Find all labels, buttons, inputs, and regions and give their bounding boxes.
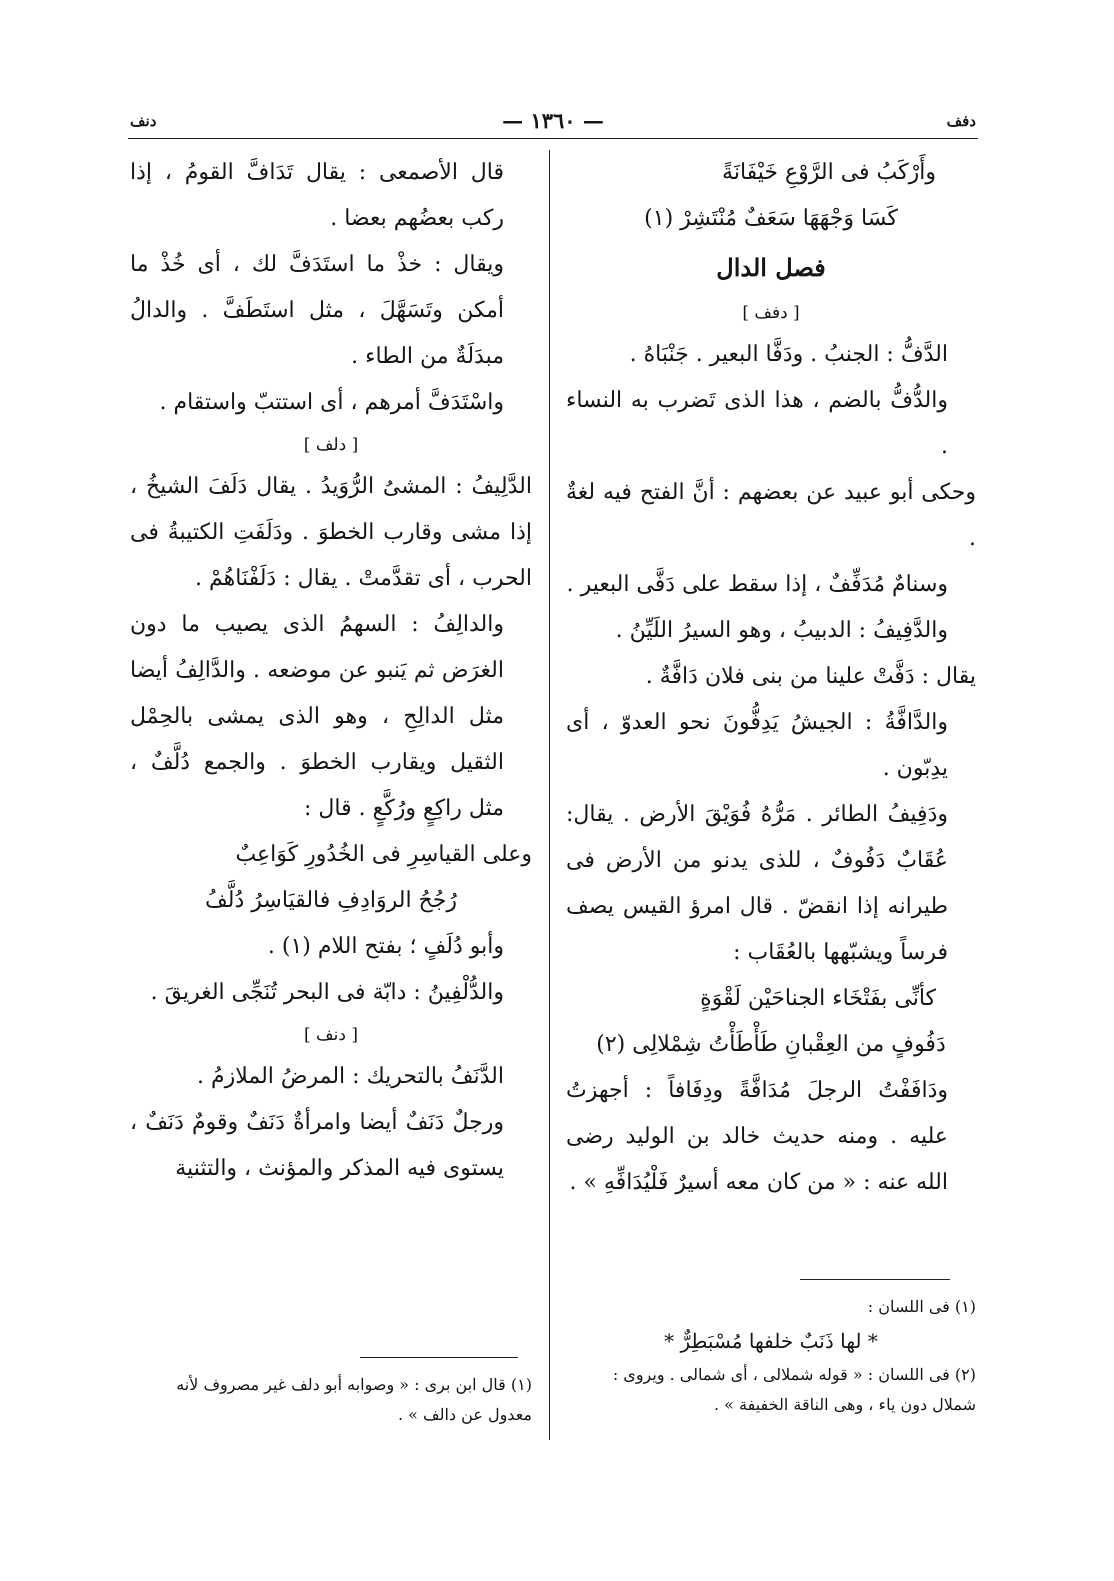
paragraph: الدَّفُّ : الجنبُ . ودَفَّا البعير . جَنْبَاهُ . — [629, 342, 948, 367]
paragraph: الدَّلِيفُ : المشىُ الرُّوَيدُ . يقال دَلَفَ الشيخُ ، إذا مشى وقارب الخطوَ . ودَلَفَتِ الكتيبةُ فى الحرب ، أى تقدَّمتْ . يقال : دَلَفْنَاهُمْ . — [130, 474, 532, 591]
paragraph: الدَّنَفُ بالتحريك : المرضُ الملازمُ . — [197, 1064, 504, 1089]
entry-heading: [ دفف ] — [742, 303, 800, 323]
paragraph: واسْتَدَفَّ أمرهم ، أى استتبّ واستقام . — [159, 390, 504, 415]
column-divider — [549, 150, 550, 1440]
paragraph: يقال : دَفَّتْ علينا من بنى فلان دَافَّةٌ . — [645, 664, 976, 689]
footnote-verse: * لها ذَنَبٌ خلفها مُسْبَطِرٌّ * — [664, 1329, 878, 1353]
paragraph: والدَّفِيفُ : الدبيبُ ، وهو السيرُ اللَيِّنُ . — [615, 618, 948, 643]
paragraph: والدُّفُّ بالضم ، هذا الذى تَضرب به النساء . — [566, 388, 948, 459]
paragraph: والدَّافَّةُ : الجيشُ يَدِفُّونَ نحو العدوّ ، أى يدِبّون . — [566, 710, 948, 781]
paragraph: وأبو دُلَفٍ ؛ بفتح اللام (١) . — [267, 934, 504, 959]
paragraph: والدُّلْفِينُ : دابّة فى البحر تُنَجِّى الغريقَ . — [150, 980, 504, 1005]
footnote-rule — [360, 1357, 518, 1358]
footnote: (١) قال ابن برى : « وصوابه أبو دلف غير مصروف لأنه معدول عن دالف » . — [176, 1375, 532, 1424]
page-header — [130, 108, 976, 136]
entry-heading: [ دنف ] — [304, 1025, 358, 1045]
entry-heading: [ دلف ] — [303, 435, 359, 455]
right-column — [566, 150, 976, 1206]
footnote-rule — [800, 1279, 950, 1280]
paragraph: ودَفِيفُ الطائر . مَرُّهُ فُوَيْقَ الأرض . يقال: عُقَابٌ دَفُوفٌ ، للذى يدنو من الأرض فى طيرانه إذا انقضّ . قال امرؤ القيس يصف فرساً ويشبّهها بالعُقَاب : — [566, 802, 948, 965]
footnotes-right — [566, 1292, 976, 1420]
verse-line: وعلى القياسِرِ فى الخُدُورِ كَوَاعِبٌ — [235, 842, 532, 867]
paragraph: وسنامٌ مُدَفِّفٌ ، إذا سقط على دَفَّى البعير . — [566, 572, 948, 597]
running-head-left: دنف — [130, 112, 157, 130]
verse-line: كأنِّى بفَتْخَاء الجناحَيْن لَقْوَةٍ — [700, 986, 936, 1011]
footnotes-left — [130, 1370, 532, 1430]
left-column — [130, 150, 532, 1192]
paragraph: ودَافَفْتُ الرجلَ مُدَافَّةً ودِفَافاً : أجهزتُ عليه . ومنه حديث خالد بن الوليد رضى الله عنه : « من كان معه أسيرٌ فَلْيُدَافِّهِ » . — [566, 1078, 948, 1195]
footnote: (١) فى اللسان : — [867, 1297, 976, 1316]
verse-line: كَسَا وَجْهَهَا سَعَفٌ مُنْتَشِرْ (١) — [644, 206, 898, 231]
header-rule — [128, 138, 978, 139]
paragraph: ورجلٌ دَنَفٌ أيضا وامرأةٌ دَنَفٌ وقومٌ دَنَفٌ ، يستوى فيه المذكر والمؤنث ، والتثنية — [130, 1110, 504, 1181]
footnote: (٢) فى اللسان : « قوله شملالى ، أى شمالى . ويروى : شملال دون ياء ، وهى الناقة الخفيفة » . — [612, 1365, 976, 1414]
page-number: — ١٣٦٠ — — [502, 108, 604, 133]
paragraph: وحكى أبو عبيد عن بعضهم : أنَّ الفتح فيه لغةٌ . — [566, 480, 976, 551]
paragraph: والدالِفُ : السهمُ الذى يصيب ما دون الغرَض ثم يَنبو عن موضعه . والدَّالِفُ أيضا مثل الدالِحِ ، وهو الذى يمشى بالحِمْل الثقيل ويقارب الخطوَ . والجمع دُلَّفٌ ، مثل راكِعٍ ورُكَّعٍ . قال : — [130, 612, 504, 821]
verse-line: وأَرْكَبُ فى الرَّوْعِ خَيْفَانَةً — [722, 160, 936, 185]
paragraph: قال الأصمعى : يقال تَدَافَّ القومُ ، إذا ركب بعضُهم بعضا . — [130, 160, 504, 231]
running-head-right: دفف — [946, 112, 976, 130]
section-title: فصل الدال — [716, 253, 826, 282]
paragraph: ويقال : خذْ ما استَدَفَّ لك ، أى خُذْ ما أمكن وتَسَهَّلَ ، مثل استَطَفَّ . والدالُ مبدَلَةٌ من الطاء . — [130, 252, 504, 369]
verse-line: دَفُوفٍ من العِقْبانِ طَأْطَأْتُ شِمْلالِى (٢) — [596, 1032, 946, 1057]
verse-line: رُجُحُ الروَادِفِ فالقيَاسِرُ دُلَّفُ — [205, 888, 457, 913]
